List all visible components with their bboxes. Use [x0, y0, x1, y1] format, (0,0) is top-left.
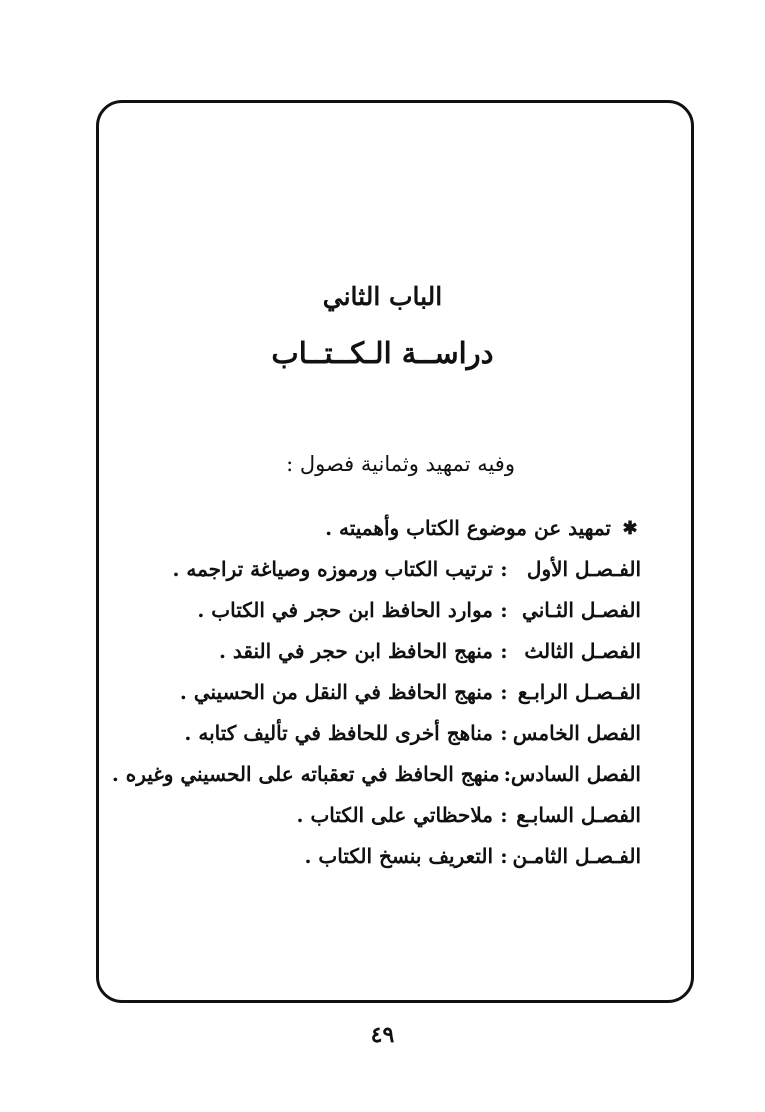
chapter-title: منهج الحافظ ابن حجر في النقد .: [218, 639, 493, 663]
intro-line: وفيه تمهيد وثمانية فصول :: [286, 452, 515, 476]
chapter-label: الفـصـل الأول: [526, 557, 641, 581]
chapter-item: [121, 836, 641, 877]
chapter-title: منهج الحافظ في النقل من الحسيني .: [179, 680, 493, 704]
chapter-item: [121, 631, 641, 672]
chapter-label: الفـصـل الرابـع: [517, 680, 641, 704]
chapter-title: مناهج أخرى للحافظ في تأليف كتابه .: [184, 721, 493, 745]
chapter-label: الفصـل الثالث: [524, 639, 641, 663]
chapter-separator: :: [500, 557, 508, 581]
chapter-separator: :: [500, 598, 508, 622]
chapter-label: الفصل السادس: [510, 762, 641, 786]
part-title: الباب الثاني: [322, 282, 443, 311]
chapter-separator: :: [503, 762, 511, 786]
chapter-separator: :: [500, 844, 508, 868]
chapter-separator: :: [500, 639, 508, 663]
asterisk-bullet-icon: ✱: [622, 518, 638, 539]
chapter-label: الفـصـل الثامـن: [512, 844, 641, 868]
chapter-item: [121, 713, 641, 754]
chapter-item: [121, 549, 641, 590]
chapter-title: موارد الحافظ ابن حجر في الكتاب .: [197, 598, 493, 622]
book-title: دراســة الـكــتــاب: [271, 336, 494, 370]
chapter-title: ترتيب الكتاب ورموزه وصياغة تراجمه .: [172, 557, 493, 581]
chapter-item: [111, 754, 641, 795]
chapter-label: الفصل الخامس: [512, 721, 641, 745]
preface-text: تمهيد عن موضوع الكتاب وأهميته .: [325, 516, 611, 540]
preface-item: [121, 508, 641, 549]
chapter-separator: :: [500, 803, 508, 827]
chapter-title: ملاحظاتي على الكتاب .: [296, 803, 493, 827]
page-number: ٤٩: [370, 1022, 395, 1048]
chapter-item: [121, 672, 641, 713]
chapter-item: [121, 795, 641, 836]
chapter-title: التعريف بنسخ الكتاب .: [304, 844, 493, 868]
chapter-label: الفصـل السابـع: [516, 803, 641, 827]
table-of-contents: [111, 508, 641, 877]
chapter-separator: :: [500, 721, 508, 745]
chapter-title: منهج الحافظ في تعقباته على الحسيني وغيره .: [111, 762, 500, 786]
chapter-item: [121, 590, 641, 631]
chapter-label: الفصـل الثـاني: [522, 598, 641, 622]
chapter-separator: :: [500, 680, 508, 704]
